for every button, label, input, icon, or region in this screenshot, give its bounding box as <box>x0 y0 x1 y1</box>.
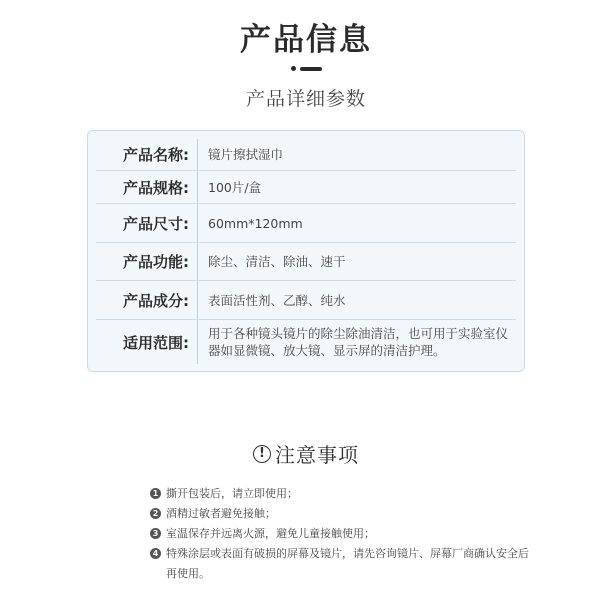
notice-text: 酒精过敏者避免接触； <box>166 507 276 520</box>
notice-item <box>150 524 530 544</box>
notice-item <box>150 544 530 584</box>
number-badge-icon: 3 <box>150 528 161 539</box>
number-badge-icon: 2 <box>150 508 161 519</box>
spec-label: 产品名称: <box>123 146 189 164</box>
spec-value: 表面活性剂、乙醇、纯水 <box>197 281 516 319</box>
spec-value: 100片/盒 <box>197 171 516 203</box>
notice-title: 注意事项 <box>275 443 359 467</box>
notice-item <box>150 484 530 504</box>
spec-label: 适用范围: <box>123 333 189 352</box>
page-subtitle: 产品详细参数 <box>245 88 366 110</box>
number-badge-icon: 4 <box>150 548 161 559</box>
spec-value: 镜片擦拭湿巾 <box>197 139 516 170</box>
notice-list <box>150 484 530 584</box>
exclamation-circle-icon: ! <box>253 445 271 463</box>
divider-dot <box>291 66 296 71</box>
spec-table <box>87 130 525 372</box>
spec-label: 产品成分: <box>123 291 189 310</box>
number-badge-icon: 1 <box>150 488 161 499</box>
spec-row-name <box>96 139 516 171</box>
notice-text: 特殊涂层或表面有破损的屏幕及镜片，请先咨询镜片、屏幕厂商确认安全后再使用。 <box>166 547 529 580</box>
spec-row-function <box>96 243 516 281</box>
page-title: 产品信息 <box>240 22 372 58</box>
spec-value: 60mm*120mm <box>197 204 516 242</box>
notice-text: 撕开包装后，请立即使用； <box>166 487 298 500</box>
notice-text: 室温保存并远离火源，避免儿童接触使用； <box>166 527 375 540</box>
divider-bar <box>300 67 322 71</box>
spec-row-usage <box>96 320 516 364</box>
spec-row-dimensions <box>96 204 516 243</box>
spec-label: 产品尺寸: <box>123 214 189 233</box>
spec-label: 产品功能: <box>123 253 189 271</box>
spec-value: 用于各种镜头镜片的除尘除油清洁，也可用于实验室仪器如显微镜、放大镜、显示屏的清洁护理。 <box>197 320 516 364</box>
notice-header <box>0 439 612 468</box>
spec-row-size-spec <box>96 171 516 204</box>
spec-row-ingredients <box>96 281 516 320</box>
title-divider <box>0 66 612 71</box>
spec-value: 除尘、清洁、除油、速干 <box>197 243 516 280</box>
spec-label: 产品规格: <box>123 178 189 197</box>
notice-item <box>150 504 530 524</box>
